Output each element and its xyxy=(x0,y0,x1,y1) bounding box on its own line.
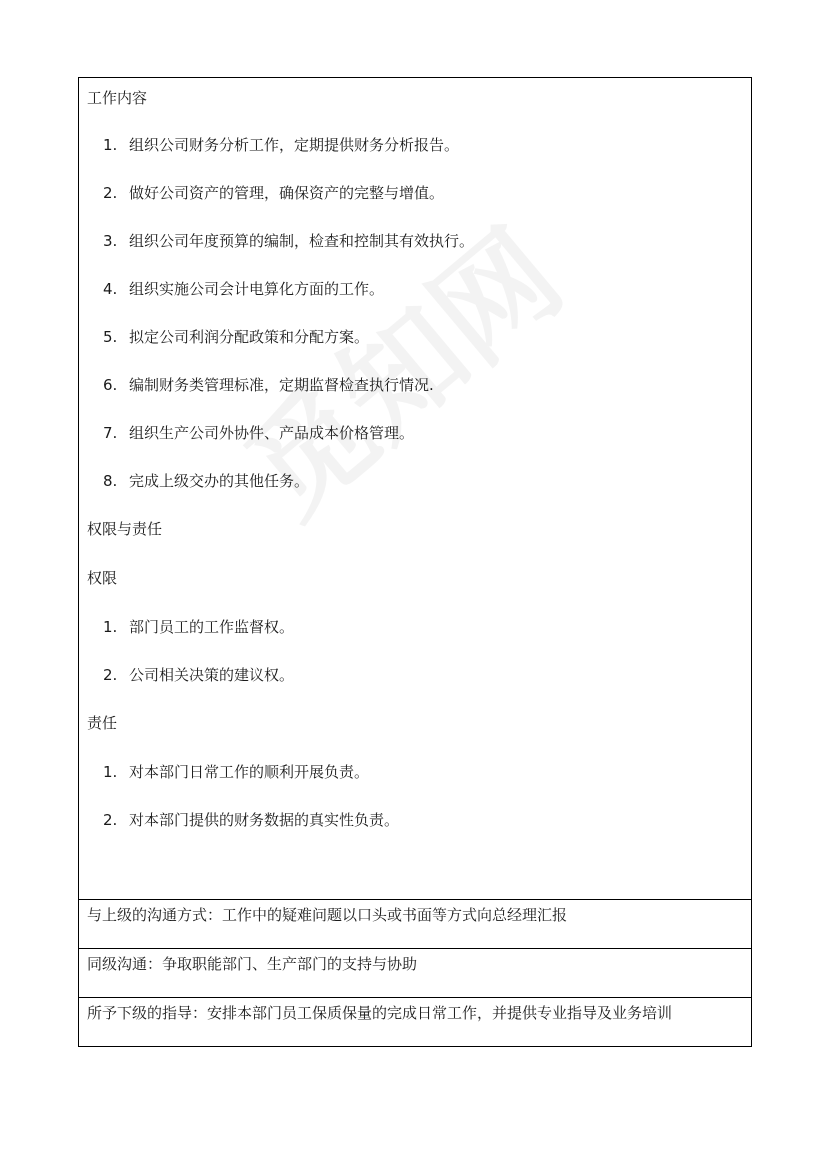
job-content-item xyxy=(103,135,459,155)
item-number: 4. xyxy=(103,280,118,298)
item-text: 编制财务类管理标准，定期监督检查执行情况. xyxy=(129,376,434,394)
item-number: 6. xyxy=(103,376,118,394)
item-number: 5. xyxy=(103,328,118,346)
job-description-table xyxy=(78,77,752,1047)
item-number: 3. xyxy=(103,232,118,250)
item-number: 1. xyxy=(103,763,118,781)
responsibility-heading: 责任 xyxy=(87,714,118,732)
duties-cell xyxy=(79,78,752,900)
item-text: 组织实施公司会计电算化方面的工作。 xyxy=(129,280,385,298)
item-text: 组织公司财务分析工作，定期提供财务分析报告。 xyxy=(129,136,460,154)
peer-communication-cell xyxy=(79,949,752,998)
authority-item xyxy=(103,665,294,685)
item-text: 组织公司年度预算的编制，检查和控制其有效执行。 xyxy=(129,232,475,250)
item-number: 2. xyxy=(103,666,118,684)
subordinate-guidance-cell xyxy=(79,998,752,1047)
item-text: 对本部门提供的财务数据的真实性负责。 xyxy=(129,811,400,829)
authority-heading: 权限 xyxy=(87,569,118,587)
job-content-item xyxy=(103,471,309,491)
item-number: 2. xyxy=(103,811,118,829)
responsibility-item xyxy=(103,762,369,782)
job-content-item xyxy=(103,327,369,347)
job-content-item xyxy=(103,183,444,203)
item-number: 7. xyxy=(103,424,118,442)
item-number: 1. xyxy=(103,136,118,154)
item-text: 做好公司资产的管理，确保资产的完整与增值。 xyxy=(129,184,445,202)
item-number: 2. xyxy=(103,184,118,202)
job-content-item xyxy=(103,279,384,299)
authority-item xyxy=(103,617,294,637)
responsibility-item xyxy=(103,810,399,830)
item-text: 完成上级交办的其他任务。 xyxy=(129,472,310,490)
authority-responsibility-heading: 权限与责任 xyxy=(87,520,163,538)
item-text: 部门员工的工作监督权。 xyxy=(129,618,295,636)
item-text: 组织生产公司外协件、产品成本价格管理。 xyxy=(129,424,415,442)
superior-communication-cell xyxy=(79,900,752,949)
peer-communication-text: 同级沟通：争取职能部门、生产部门的支持与协助 xyxy=(87,955,418,973)
job-content-item xyxy=(103,423,414,443)
item-number: 8. xyxy=(103,472,118,490)
job-content-item xyxy=(103,231,474,251)
subordinate-guidance-text: 所予下级的指导：安排本部门员工保质保量的完成日常工作，并提供专业指导及业务培训 xyxy=(87,1004,673,1022)
job-content-heading: 工作内容 xyxy=(87,89,148,107)
superior-communication-text: 与上级的沟通方式：工作中的疑难问题以口头或书面等方式向总经理汇报 xyxy=(87,906,568,924)
item-text: 拟定公司利润分配政策和分配方案。 xyxy=(129,328,370,346)
job-content-item xyxy=(103,375,434,395)
item-text: 公司相关决策的建议权。 xyxy=(129,666,295,684)
item-number: 1. xyxy=(103,618,118,636)
item-text: 对本部门日常工作的顺利开展负责。 xyxy=(129,763,370,781)
